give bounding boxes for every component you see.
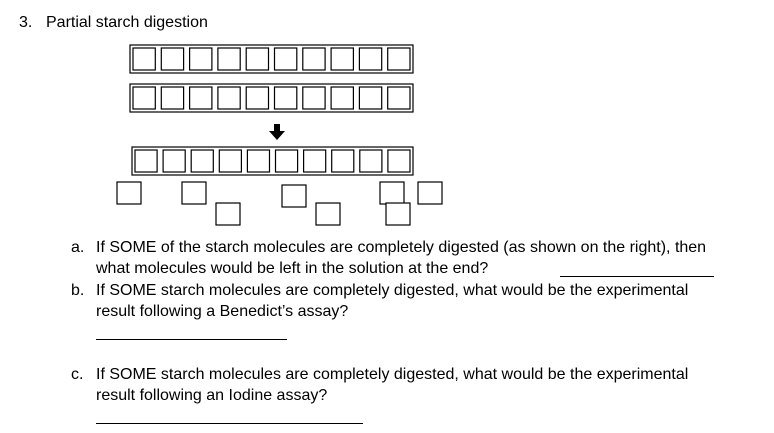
starch-chain-remaining (132, 147, 413, 175)
chain-outline (130, 45, 413, 73)
section-number: 3. (19, 14, 33, 31)
free-glucose-unit (182, 182, 206, 204)
answer-b-blank[interactable] (96, 339, 287, 340)
glucose-unit (360, 150, 382, 172)
glucose-unit (388, 48, 410, 70)
question-c-letter: c. (71, 366, 84, 383)
glucose-unit (246, 87, 268, 109)
glucose-unit (161, 87, 183, 109)
glucose-unit (332, 150, 354, 172)
question-a-line2: what molecules would be left in the solution at the end? (96, 260, 489, 277)
glucose-unit (135, 150, 157, 172)
free-glucose-unit (386, 203, 410, 225)
free-glucose-unit (316, 203, 340, 225)
glucose-unit (303, 87, 325, 109)
glucose-unit (359, 87, 381, 109)
glucose-unit (388, 150, 410, 172)
free-glucose-unit (117, 182, 141, 204)
glucose-unit (276, 150, 298, 172)
question-b-letter: b. (71, 282, 85, 299)
question-c-line2: result following an Iodine assay? (96, 387, 328, 404)
answer-a-blank[interactable] (560, 276, 714, 277)
question-c-line1: If SOME starch molecules are completely digested, what would be the experimental (96, 366, 689, 383)
glucose-unit (218, 48, 240, 70)
glucose-unit (331, 48, 353, 70)
question-a-line1: If SOME of the starch molecules are completely digested (as shown on the right), then (96, 239, 707, 256)
starch-chain-middle (130, 84, 413, 112)
free-glucose-units (117, 182, 442, 225)
down-arrow-icon (269, 124, 285, 140)
glucose-unit (190, 48, 212, 70)
glucose-unit (303, 48, 325, 70)
question-a-letter: a. (71, 239, 85, 256)
glucose-unit (191, 150, 213, 172)
question-b-line2: result following a Benedict’s assay? (96, 303, 349, 320)
chain-outline (130, 84, 413, 112)
free-glucose-unit (216, 203, 240, 225)
glucose-unit (133, 48, 155, 70)
glucose-unit (133, 87, 155, 109)
glucose-unit (219, 150, 241, 172)
glucose-unit (275, 48, 297, 70)
glucose-unit (388, 87, 410, 109)
glucose-unit (247, 150, 269, 172)
free-glucose-unit (380, 182, 404, 204)
free-glucose-unit (418, 182, 442, 204)
glucose-unit (331, 87, 353, 109)
section-title-text: Partial starch digestion (46, 14, 208, 31)
glucose-unit (275, 87, 297, 109)
starch-chain-top (130, 45, 413, 73)
glucose-unit (161, 48, 183, 70)
glucose-unit (218, 87, 240, 109)
glucose-unit (163, 150, 185, 172)
glucose-unit (246, 48, 268, 70)
answer-c-blank[interactable] (96, 423, 363, 424)
free-glucose-unit (282, 185, 306, 207)
glucose-unit (304, 150, 326, 172)
question-b-line1: If SOME starch molecules are completely digested, what would be the experimental (96, 282, 689, 299)
glucose-unit (190, 87, 212, 109)
glucose-unit (359, 48, 381, 70)
chain-outline (132, 147, 413, 175)
